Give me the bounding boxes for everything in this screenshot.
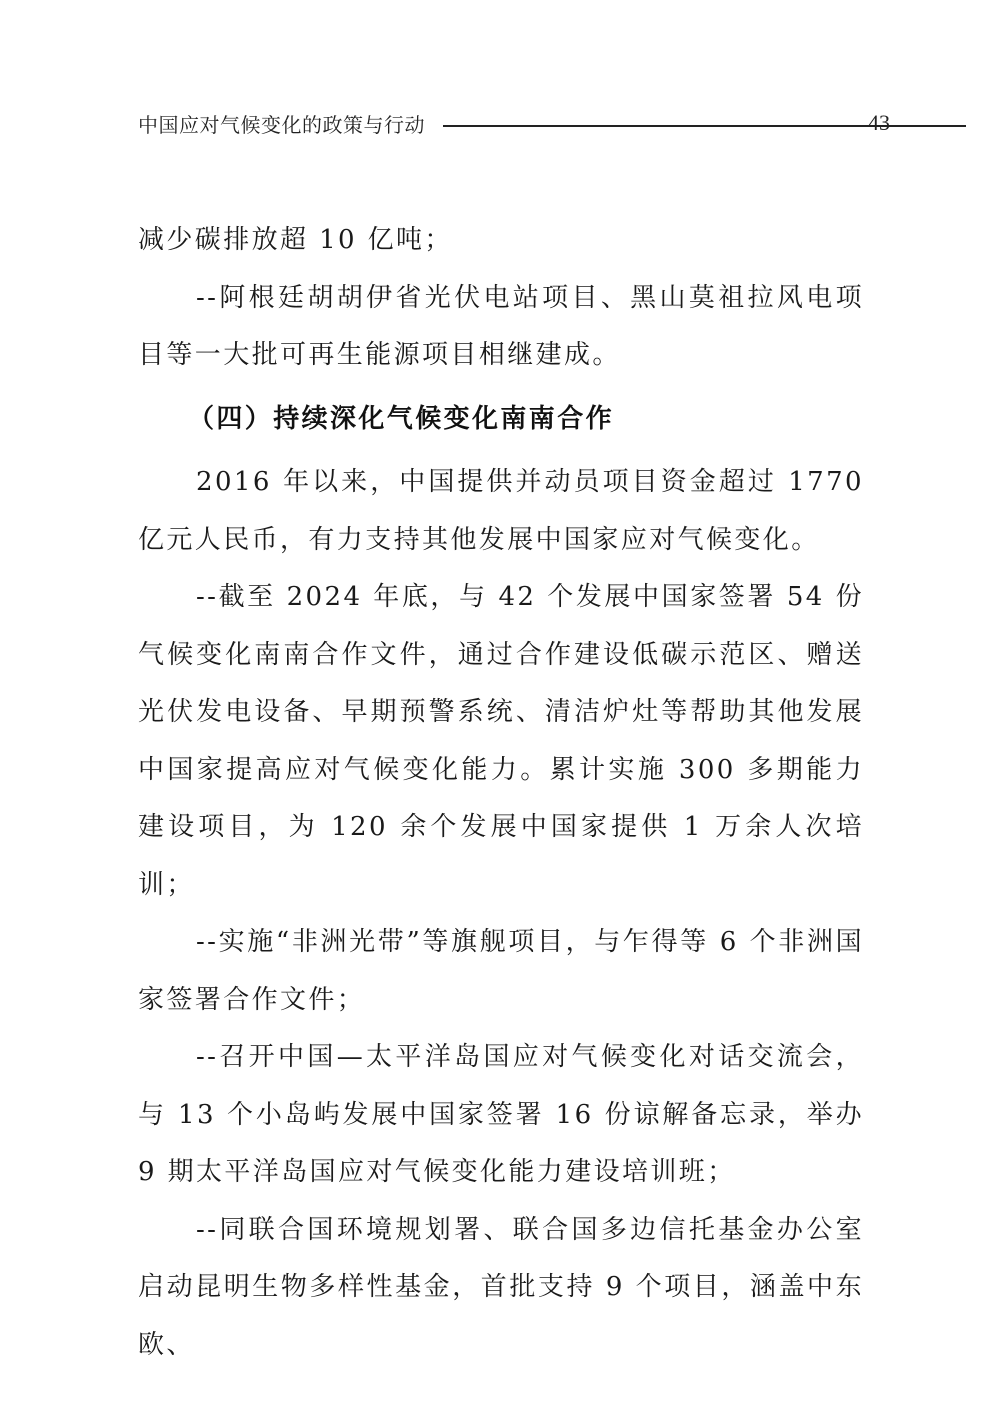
page-header — [138, 108, 890, 142]
paragraph-renewable-projects: --阿根廷胡胡伊省光伏电站项目、黑山莫祖拉风电项目等一大批可再生能源项目相继建成。 — [138, 282, 864, 370]
paragraph-cooperation-documents: --截至 2024 年底，与 42 个发展中国家签署 54 份气候变化南南合作文件，通过合作建设低碳示范区、赠送光伏发电设备、早期预警系统、清洁炉灶等帮助其他发展中国家提高应对气候变化能力。累计实施 300 多期能力建设项目，为 120 余个发展中国家提供 1 万余人次培训； — [138, 582, 864, 900]
section-heading: （四）持续深化气候变化南南合作 — [188, 403, 615, 434]
paragraph-continuation: 减少碳排放超 10 亿吨； — [138, 225, 453, 255]
page-number: 43 — [868, 110, 890, 135]
running-header-title: 中国应对气候变化的政策与行动 — [138, 113, 425, 137]
paragraph-pacific-islands: --召开中国—太平洋岛国应对气候变化对话交流会，与 13 个小岛屿发展中国家签署 16 份谅解备忘录，举办 9 期太平洋岛国应对气候变化能力建设培训班； — [138, 1042, 864, 1187]
body-text — [138, 212, 864, 1374]
paragraph-funding: 2016 年以来，中国提供并动员项目资金超过 1770 亿元人民币，有力支持其他发展中国家应对气候变化。 — [138, 467, 864, 555]
paragraph-africa-solar-belt: --实施“非洲光带”等旗舰项目，与乍得等 6 个非洲国家签署合作文件； — [138, 927, 864, 1015]
paragraph-kunming-fund: --同联合国环境规划署、联合国多边信托基金办公室启动昆明生物多样性基金，首批支持 9 个项目，涵盖中东欧、 — [138, 1214, 864, 1360]
